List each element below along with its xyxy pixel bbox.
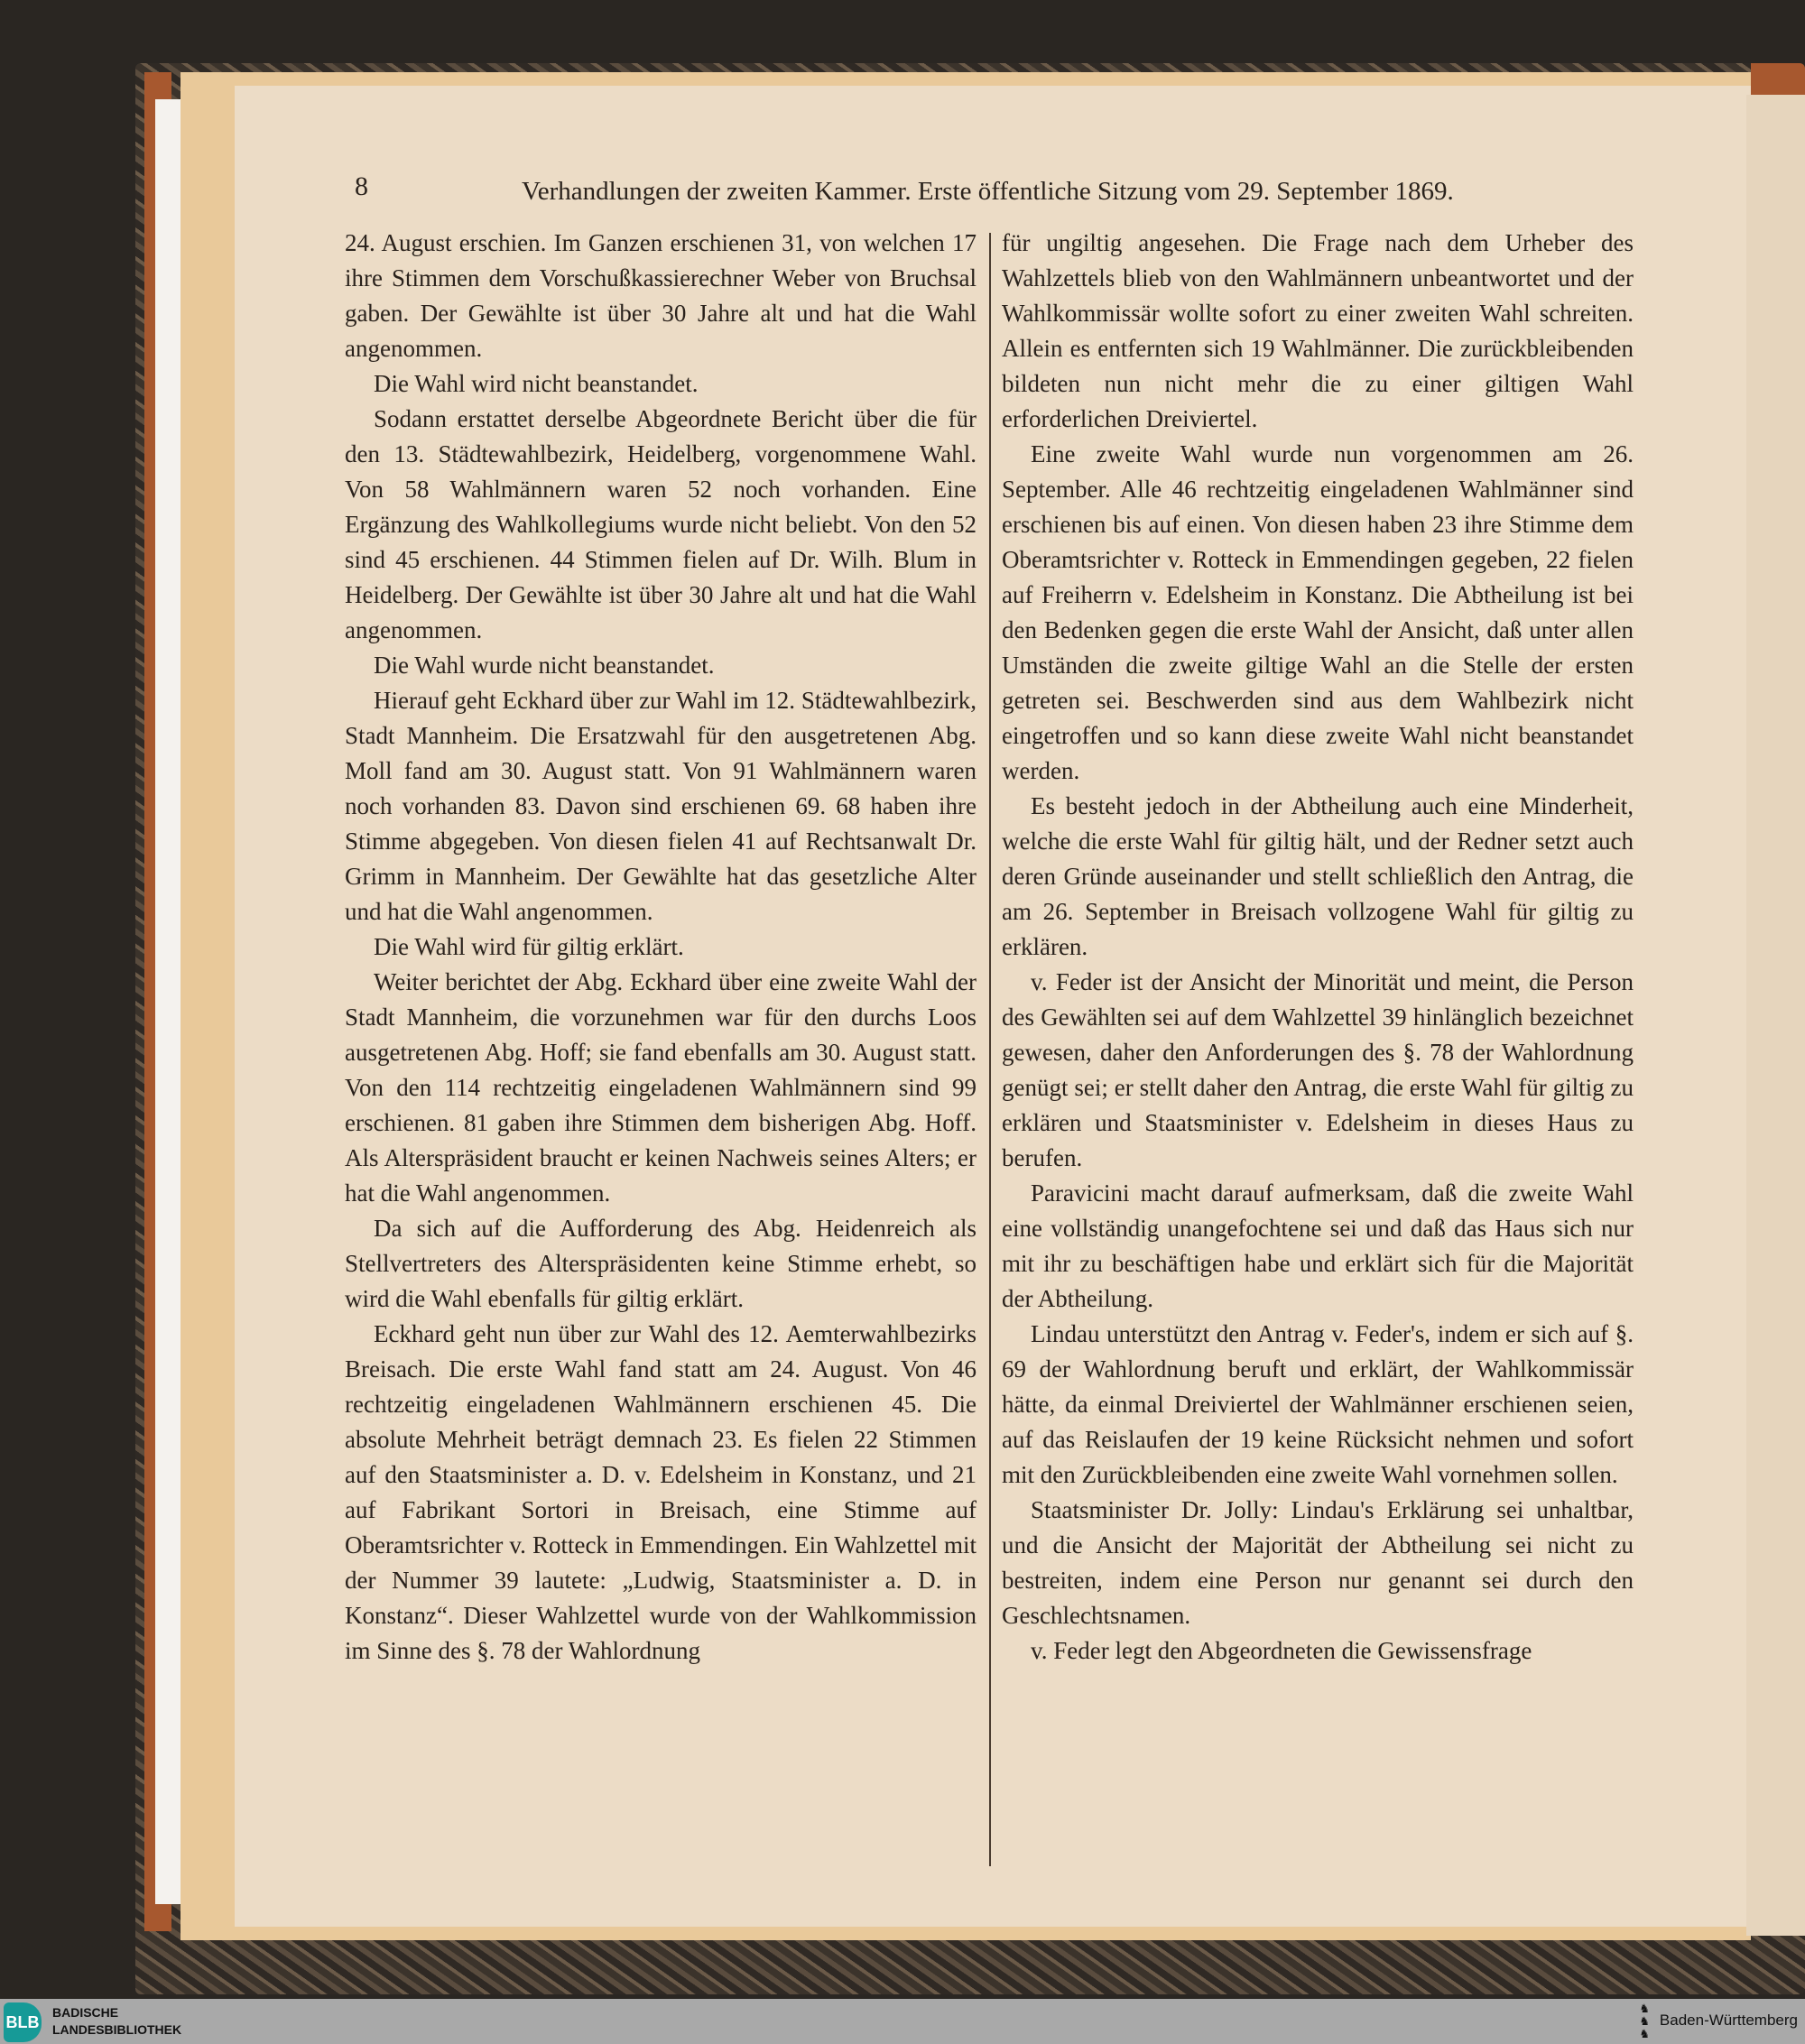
paragraph: Hierauf geht Eckhard über zur Wahl im 12. Städtewahlbezirk, Stadt Mannheim. Die Ersatzwahl für den ausgetretenen Abg. Moll fand am 30. August statt. Von 91 Wahlmännern waren noch vorhanden 83. Davon sind erschienen 69. 68 haben ihre Stimme abgegeben. Von diesen fielen 41 auf Rechtsanwalt Dr. Grimm in Mannheim. Der Gewählte hat das gesetzliche Alter und hat die Wahl angenommen. bbox=[345, 687, 977, 925]
viewer-footer bbox=[0, 1999, 1805, 2044]
paragraph: Eckhard geht nun über zur Wahl des 12. Aemterwahlbezirks Breisach. Die erste Wahl fand statt am 24. August. Von 46 rechtzeitig eingeladenen Wahlmännern erschienen 45. Die absolute Mehrheit beträgt demnach 23. Es fielen 22 Stimmen auf den Staatsminister a. D. v. Edelsheim in Konstanz, und 21 auf Fabrikant Sortori in Breisach, eine Stimme auf Oberamtsrichter v. Rotteck in Emmendingen. Ein Wahlzettel mit der Nummer 39 lautete: „Ludwig, Staatsminister a. D. in Konstanz“. Dieser Wahlzettel wurde von der Wahlkommission im Sinne des §. 78 der Wahlordnung bbox=[345, 1320, 977, 1664]
paragraph: Die Wahl wird für giltig erklärt. bbox=[374, 933, 684, 960]
paragraph: Die Wahl wurde nicht beanstandet. bbox=[374, 652, 715, 679]
lions-crest-icon: ♞ ♞ ♞ bbox=[1639, 2002, 1650, 2040]
header-title: Verhandlungen der zweiten Kammer. Erste öffentliche Sitzung vom 29. September 1869. bbox=[522, 177, 1454, 206]
column-divider bbox=[989, 233, 991, 1866]
page-edge bbox=[155, 99, 182, 1904]
state-name[interactable]: Baden-Württemberg bbox=[1659, 2012, 1798, 2029]
facing-page bbox=[1746, 95, 1805, 1936]
library-name-line1: BADISCHE bbox=[52, 2005, 119, 2020]
paragraph: Eine zweite Wahl wurde nun vorgenommen am 26. September. Alle 46 rechtzeitig eingeladenen Wahlmänner sind erschienen bis auf einen. Von diesen haben 23 ihre Stimme dem Oberamtsrichter v. Rotteck in Emmendingen gegeben, 22 fielen auf Freiherrn v. Edelsheim in Konstanz. Die Abtheilung ist bei den Bedenken gegen die erste Wahl der Ansicht, daß unter allen Umständen die zweite giltige Wahl an die Stelle der ersten getreten sei. Beschwerden sind aus dem Wahlbezirk nicht eingetroffen und so kann diese zweite Wahl nicht beanstandet werden. bbox=[1002, 440, 1634, 784]
paragraph: Die Wahl wird nicht beanstandet. bbox=[374, 370, 699, 397]
paragraph: Weiter berichtet der Abg. Eckhard über eine zweite Wahl der Stadt Mannheim, die vorzunehmen war für den durchs Loos ausgetretenen Abg. Hoff; sie fand ebenfalls am 30. August statt. Von den 114 rechtzeitig eingeladenen Wahlmännern sind 99 erschienen. 81 gaben ihre Stimmen dem bisherigen Abg. Hoff. Als Alterspräsident braucht er keinen Nachweis seines Alters; er hat die Wahl angenommen. bbox=[345, 968, 977, 1207]
page-number: 8 bbox=[355, 171, 368, 201]
paragraph: Paravicini macht darauf aufmerksam, daß die zweite Wahl eine vollständig unangefochtene sei und daß das Haus sich nur mit ihr zu beschäftigen habe und erklärt sich für die Majorität der Abtheilung. bbox=[1002, 1179, 1634, 1312]
paragraph: für ungiltig angesehen. Die Frage nach dem Urheber des Wahlzettels blieb von den Wahlmännern unbeantwortet und der Wahlkommissär wollte sofort zu einer zweiten Wahl schreiten. Allein es entfernten sich 19 Wahlmänner. Die zurückbleibenden bildeten nun nicht mehr die zu einer giltigen Wahl erforderlichen Dreiviertel. bbox=[1002, 229, 1634, 432]
paragraph: v. Feder ist der Ansicht der Minorität und meint, die Person des Gewählten sei auf dem Wahlzettel 39 hinlänglich bezeichnet gewesen, daher den Anforderungen des §. 78 der Wahlordnung genügt sei; er stellt daher den Antrag, die erste Wahl für giltig zu erklären und Staatsminister v. Edelsheim in dieses Haus zu berufen. bbox=[1002, 968, 1634, 1171]
library-name[interactable] bbox=[52, 2004, 181, 2039]
paragraph: 24. August erschien. Im Ganzen erschienen 31, von welchen 17 ihre Stimmen dem Vorschußkassierechner Weber von Bruchsal gaben. Der Gewählte ist über 30 Jahre alt und hat die Wahl angenommen. bbox=[345, 229, 977, 362]
left-column bbox=[345, 226, 977, 1669]
library-name-line2: LANDESBIBLIOTHEK bbox=[52, 2022, 182, 2037]
paragraph: Sodann erstattet derselbe Abgeordnete Bericht über die für den 13. Städtewahlbezirk, Heidelberg, vorgenommene Wahl. Von 58 Wahlmännern waren 52 noch vorhanden. Eine Ergänzung des Wahlkollegiums wurde nicht beliebt. Von den 52 sind 45 erschienen. 44 Stimmen fielen auf Dr. Wilh. Blum in Heidelberg. Der Gewählte ist über 30 Jahre alt und hat die Wahl angenommen. bbox=[345, 405, 977, 643]
paragraph: Da sich auf die Aufforderung des Abg. Heidenreich als Stellvertreters des Alterspräsidenten keine Stimme erhebt, so wird die Wahl ebenfalls für giltig erklärt. bbox=[345, 1215, 977, 1312]
paragraph: Staatsminister Dr. Jolly: Lindau's Erklärung sei unhaltbar, und die Ansicht der Majorität der Abtheilung sei nicht zu bestreiten, indem eine Person nur genannt sei durch den Geschlechtsnamen. bbox=[1002, 1496, 1634, 1629]
right-column bbox=[1002, 226, 1634, 1669]
paragraph: Lindau unterstützt den Antrag v. Feder's, indem er sich auf §. 69 der Wahlordnung beruft und erklärt, der Wahlkommissär hätte, da einmal Dreiviertel der Wahlmänner erschienen seien, auf das Reislaufen der 19 keine Rücksicht nehmen und sofort mit den Zurückbleibenden eine zweite Wahl vornehmen sollen. bbox=[1002, 1320, 1634, 1488]
paragraph: Es besteht jedoch in der Abtheilung auch eine Minderheit, welche die erste Wahl für giltig hält, und der Redner setzt auch deren Gründe auseinander und stellt schließlich den Antrag, die am 26. September in Breisach vollzogene Wahl für giltig zu erklären. bbox=[1002, 792, 1634, 960]
blb-logo[interactable]: BLB bbox=[4, 2002, 42, 2042]
paragraph: v. Feder legt den Abgeordneten die Gewissensfrage bbox=[1031, 1637, 1532, 1664]
